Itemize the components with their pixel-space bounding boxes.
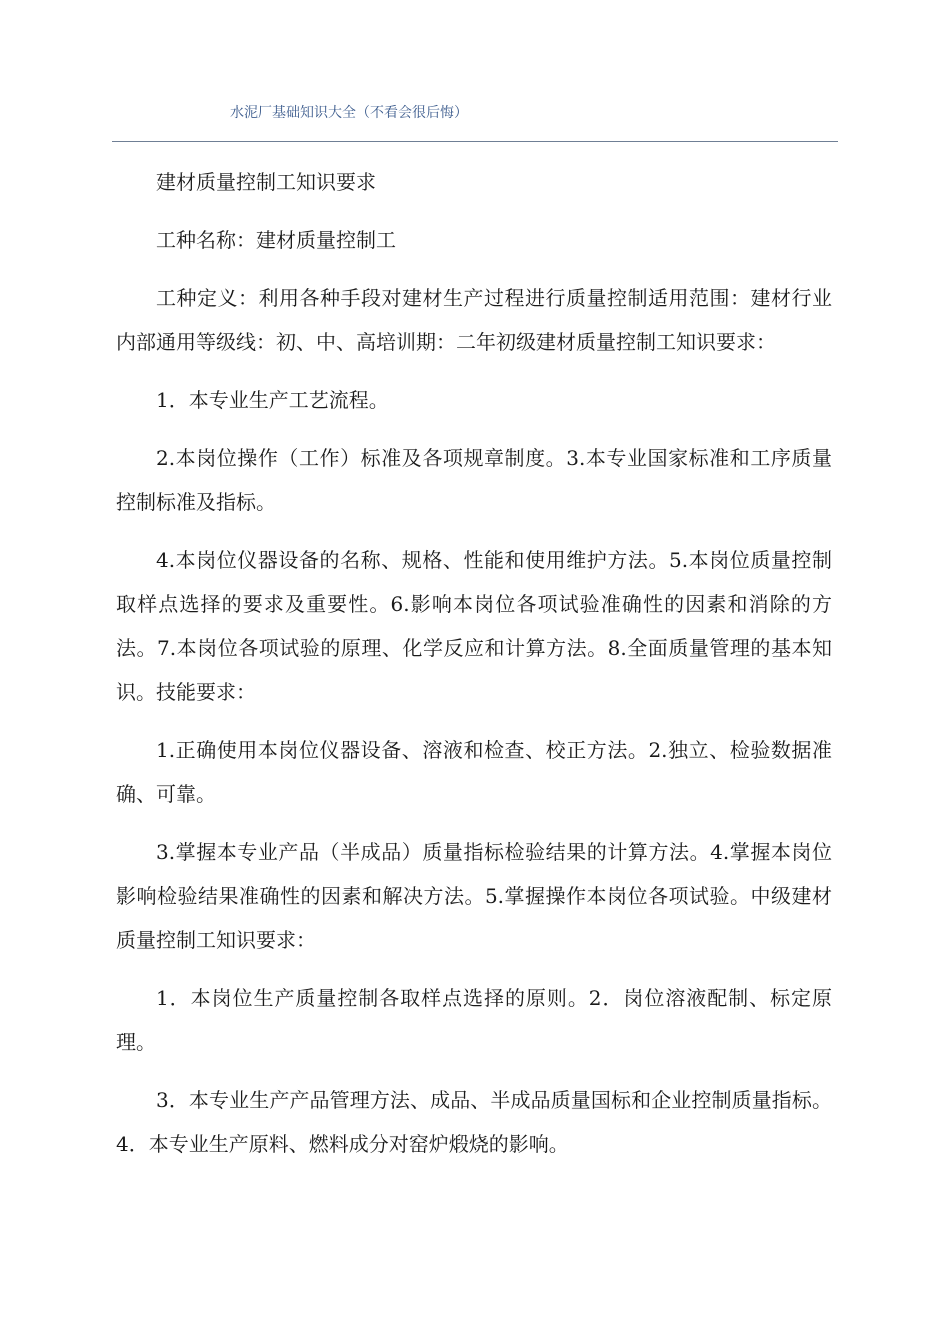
intermediate-knowledge-paragraph: 1．本岗位生产质量控制各取样点选择的原则。2．岗位溶液配制、标定原理。 (116, 986, 832, 1054)
header-divider (112, 141, 838, 142)
knowledge-item-paragraph: 2.本岗位操作（工作）标准及各项规章制度。3.本专业国家标准和工序质量控制标准及指标。 (116, 446, 832, 514)
document-body (116, 160, 832, 1180)
section-heading: 建材质量控制工知识要求 (156, 170, 376, 194)
skill-item-paragraph: 3.掌握本专业产品（半成品）质量指标检验结果的计算方法。4.掌握本岗位影响检验结果准确性的因素和解决方法。5.掌握操作本岗位各项试验。中级建材质量控制工知识要求： (116, 840, 832, 952)
skill-item-paragraph: 1.正确使用本岗位仪器设备、溶液和检查、校正方法。2.独立、检验数据准确、可靠。 (116, 738, 832, 806)
knowledge-item-paragraph: 1．本专业生产工艺流程。 (156, 388, 389, 412)
intermediate-knowledge-paragraph: 3．本专业生产产品管理方法、成品、半成品质量国标和企业控制质量指标。4．本专业生产原料、燃料成分对窑炉煅烧的影响。 (116, 1088, 832, 1156)
knowledge-item-paragraph: 4.本岗位仪器设备的名称、规格、性能和使用维护方法。5.本岗位质量控制取样点选择的要求及重要性。6.影响本岗位各项试验准确性的因素和消除的方法。7.本岗位各项试验的原理、化学反应和计算方法。8.全面质量管理的基本知识。技能要求： (116, 548, 832, 704)
job-title-line: 工种名称：建材质量控制工 (156, 228, 396, 252)
document-header-title: 水泥厂基础知识大全（不看会很后悔） (230, 105, 468, 121)
job-definition-paragraph: 工种定义：利用各种手段对建材生产过程进行质量控制适用范围：建材行业内部通用等级线：初、中、高培训期：二年初级建材质量控制工知识要求： (116, 286, 832, 354)
